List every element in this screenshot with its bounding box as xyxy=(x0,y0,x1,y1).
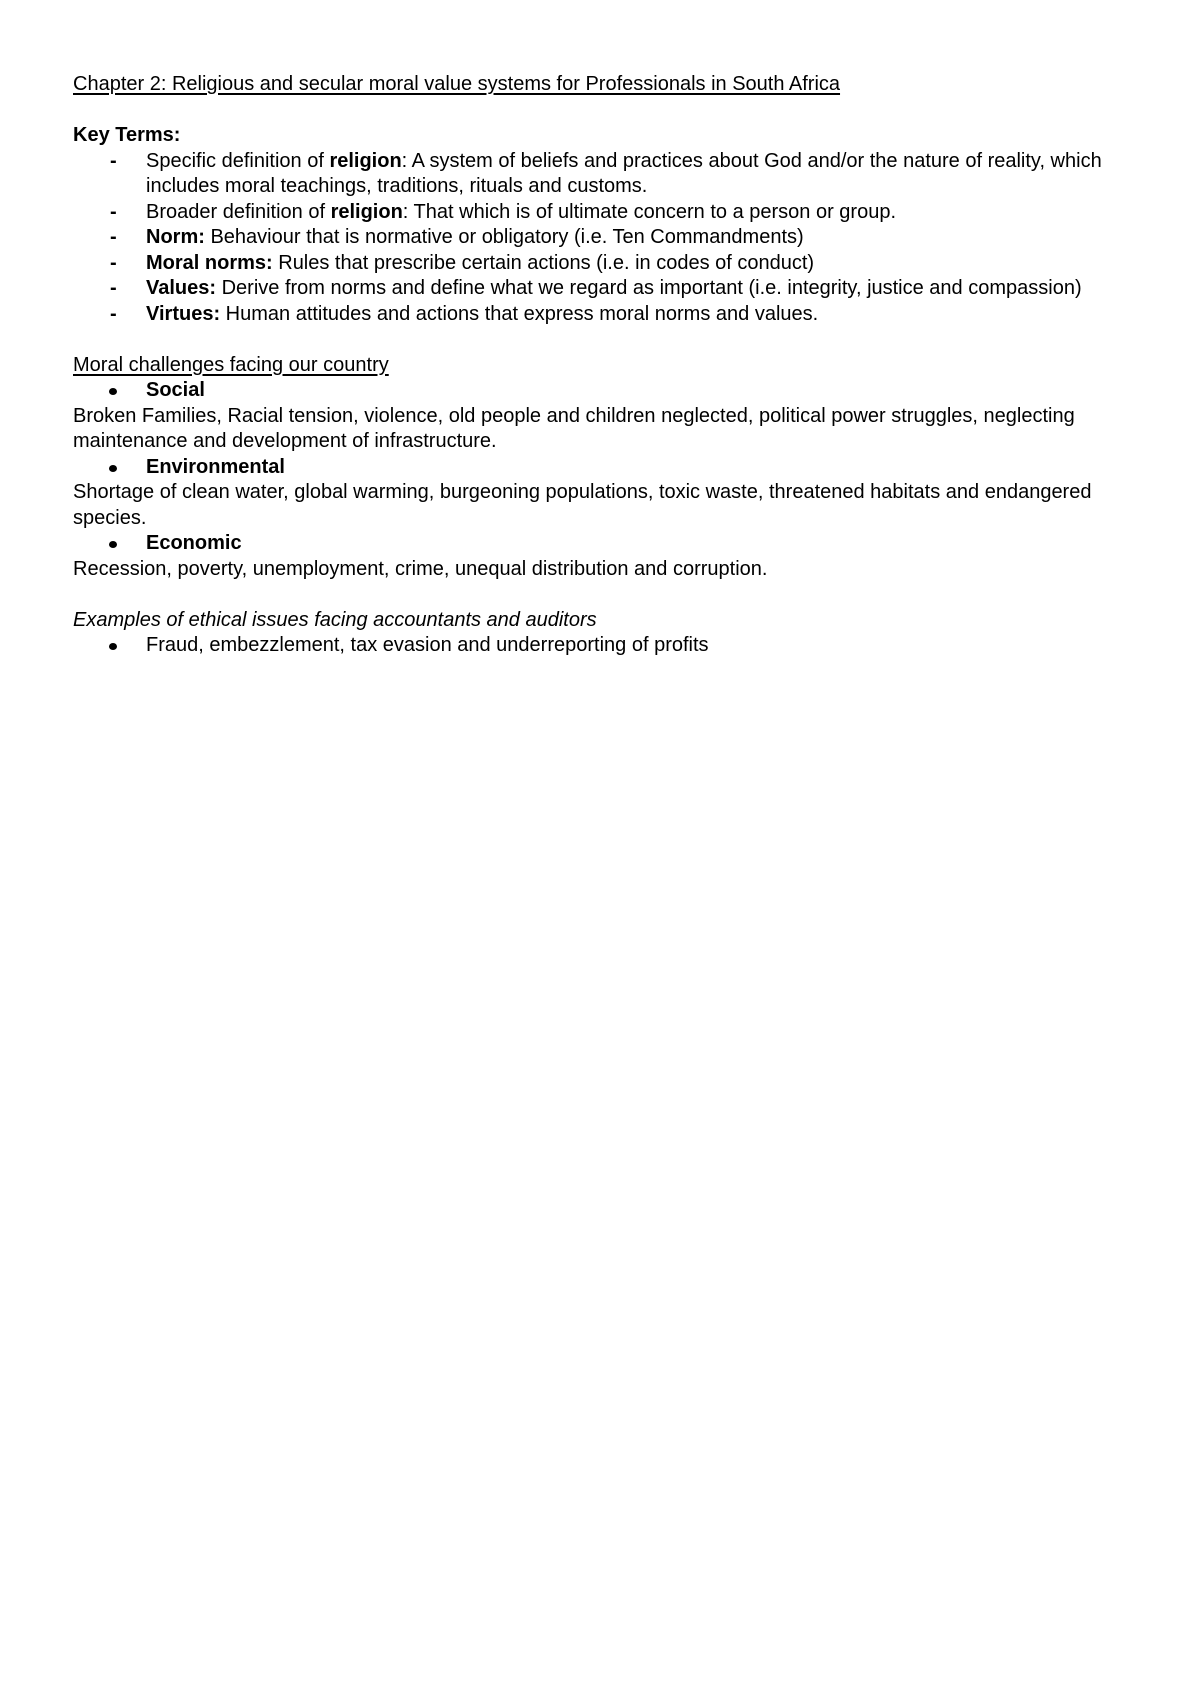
bullet-icon xyxy=(109,388,117,395)
list-item xyxy=(73,200,1113,226)
challenge-text: Recession, poverty, unemployment, crime, unequal distribution and corruption. xyxy=(73,557,768,580)
list-item xyxy=(73,149,1113,200)
challenge-label: Social xyxy=(146,379,205,401)
challenge-text: Shortage of clean water, global warming, burgeoning populations, toxic waste, threatened habitats and endangered species. xyxy=(73,481,1092,529)
term-label: Moral norms: xyxy=(146,251,273,274)
list-item xyxy=(73,455,1113,481)
term-definition: : That which is of ultimate concern to a person or group. xyxy=(402,200,897,223)
term-definition: Derive from norms and define what we regard as important (i.e. integrity, justice and compassion) xyxy=(216,277,1082,299)
challenge-text: Broken Families, Racial tension, violence, old people and children neglected, political power struggles, neglecting maintenance and development of infrastructure. xyxy=(73,404,1075,452)
challenge-label: Environmental xyxy=(146,455,285,478)
term-label: Values: xyxy=(146,277,217,299)
key-terms-list xyxy=(73,149,1113,328)
dash-bullet-icon: - xyxy=(110,149,117,172)
bullet-icon xyxy=(109,643,117,650)
challenge-economic xyxy=(73,531,1113,557)
bullet-icon xyxy=(109,465,117,472)
key-terms-heading: Key Terms: xyxy=(73,124,181,146)
term-definition: Human attitudes and actions that express moral norms and values. xyxy=(220,302,819,325)
challenge-environmental xyxy=(73,455,1113,481)
term-label: religion xyxy=(330,200,403,223)
page-title: Chapter 2: Religious and secular moral value systems for Professionals in South Africa xyxy=(73,73,841,95)
challenge-social xyxy=(73,378,1113,404)
list-item xyxy=(73,251,1113,277)
ethical-issues-list xyxy=(73,633,1113,659)
list-item xyxy=(73,633,1113,659)
challenge-label: Economic xyxy=(146,532,242,554)
term-label: Virtues: xyxy=(146,302,221,325)
dash-bullet-icon: - xyxy=(110,226,117,248)
bullet-icon xyxy=(109,541,117,548)
list-item xyxy=(73,276,1113,302)
list-item xyxy=(73,302,1113,328)
list-item xyxy=(73,531,1113,557)
dash-bullet-icon: - xyxy=(110,277,117,299)
term-label: religion xyxy=(329,149,402,172)
list-item xyxy=(73,225,1113,251)
ethical-issues-heading: Examples of ethical issues facing accountants and auditors xyxy=(73,608,597,631)
dash-bullet-icon: - xyxy=(110,251,117,274)
challenges-heading: Moral challenges facing our country xyxy=(73,353,389,376)
dash-bullet-icon: - xyxy=(110,200,117,223)
document-page xyxy=(73,72,1113,659)
list-item xyxy=(73,378,1113,404)
term-definition: Behaviour that is normative or obligatory (i.e. Ten Commandments) xyxy=(204,226,804,248)
dash-bullet-icon: - xyxy=(110,302,117,325)
ethical-issue-text: Fraud, embezzlement, tax evasion and underreporting of profits xyxy=(146,634,709,656)
term-prefix: Broader definition of xyxy=(146,200,331,223)
term-definition: : A system of beliefs and practices about God and/or the nature of reality, which includes moral teachings, traditions, rituals and customs. xyxy=(146,149,1102,197)
term-definition: Rules that prescribe certain actions (i.e. in codes of conduct) xyxy=(272,251,815,274)
term-prefix: Specific definition of xyxy=(146,149,330,172)
term-label: Norm: xyxy=(146,226,205,248)
